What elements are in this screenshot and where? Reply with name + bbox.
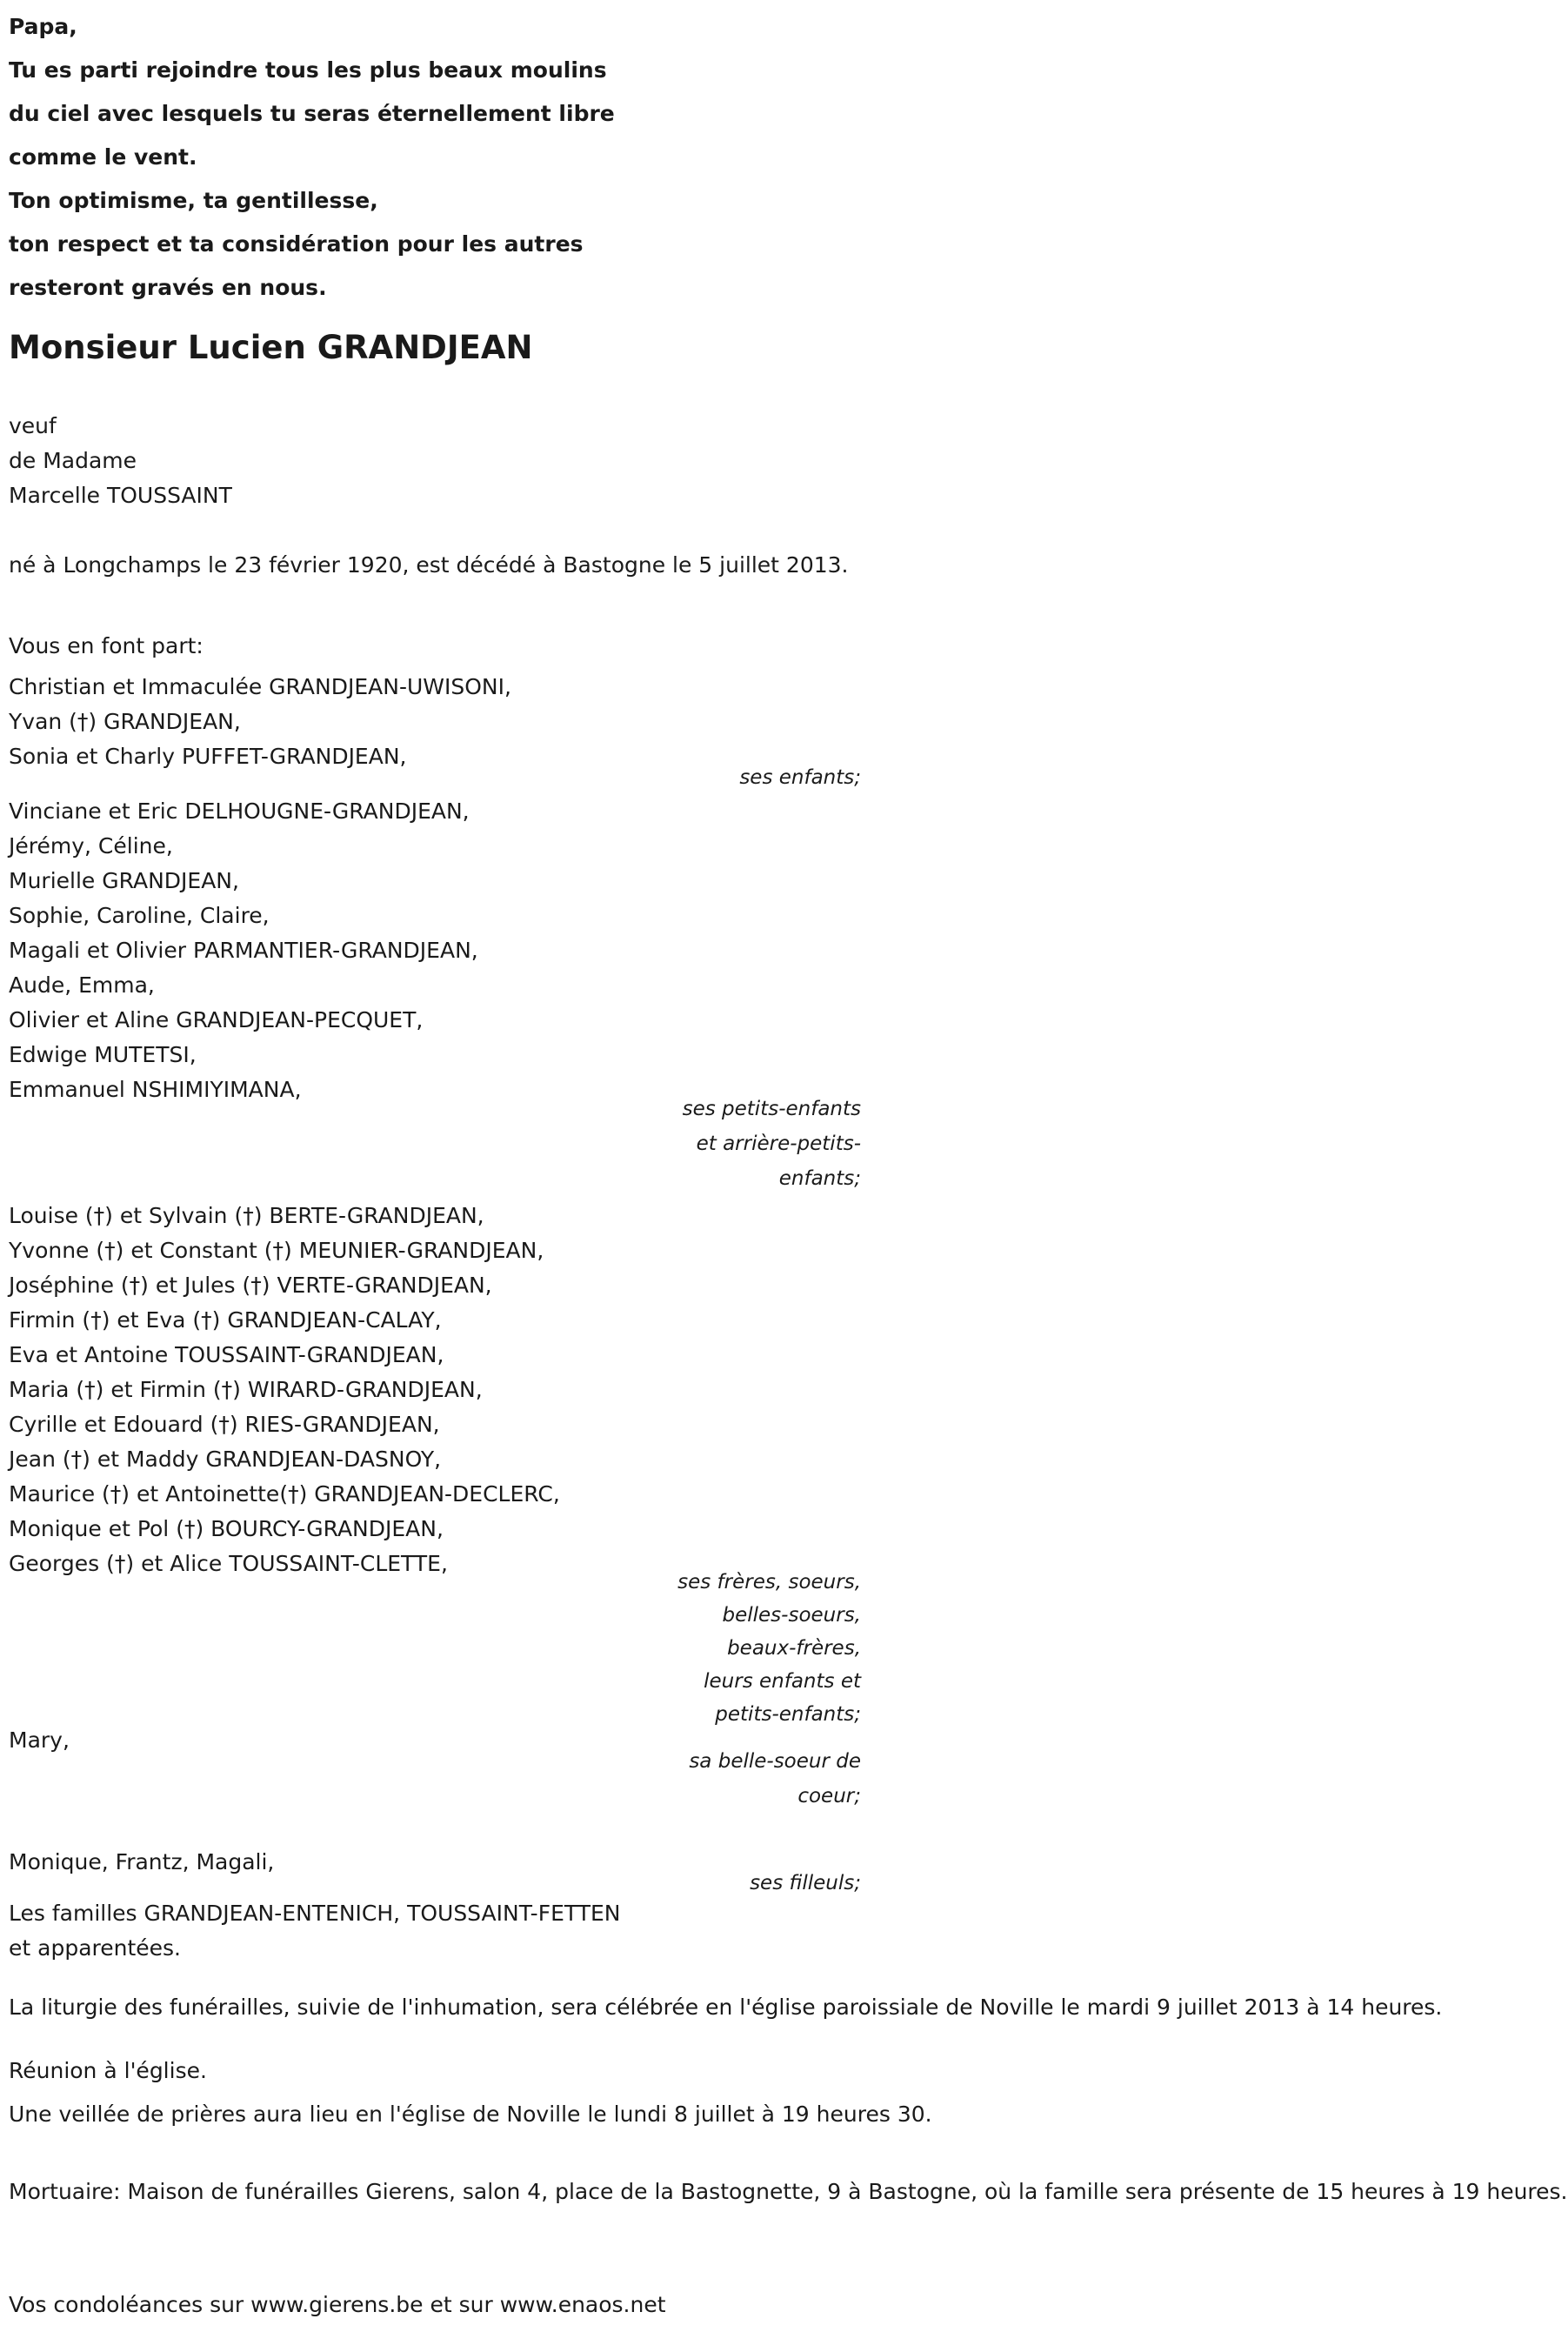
funeral-vigil: Une veillée de prières aura lieu en l'église de Noville le lundi 8 juillet à 19 heures 30. xyxy=(9,2101,932,2127)
list-item: Monique et Pol (†) BOURCY-GRANDJEAN, xyxy=(9,1516,444,1541)
condolences-block xyxy=(9,2288,666,2322)
list-item: Firmin (†) et Eva (†) GRANDJEAN-CALAY, xyxy=(9,1307,442,1333)
godchildren-block xyxy=(9,1845,274,1880)
grandchildren-label xyxy=(683,1092,861,1196)
list-item: Olivier et Aline GRANDJEAN-PECQUET, xyxy=(9,1007,424,1032)
list-item: Murielle GRANDJEAN, xyxy=(9,868,239,893)
list-item: Emmanuel NSHIMIYIMANA, xyxy=(9,1077,302,1102)
list-item: Cyrille et Edouard (†) RIES-GRANDJEAN, xyxy=(9,1412,440,1437)
children-label xyxy=(739,760,861,795)
label-line: beaux-frères, xyxy=(727,1637,861,1660)
list-item: Sophie, Caroline, Claire, xyxy=(9,903,270,928)
families-block xyxy=(9,1896,620,1966)
grandchildren-list xyxy=(9,794,478,1107)
label-line: ses filleuls; xyxy=(750,1872,861,1894)
widower-line: veuf xyxy=(9,413,57,438)
funeral-mortuary-block xyxy=(9,2175,1568,2209)
intro-line: Papa, xyxy=(9,14,77,39)
funeral-liturgy-block xyxy=(9,1990,1443,2025)
siblings-list xyxy=(9,1199,560,1581)
list-item: Maria (†) et Firmin (†) WIRARD-GRANDJEAN, xyxy=(9,1377,483,1402)
label-line: et arrière-petits- xyxy=(696,1133,861,1155)
funeral-liturgy: La liturgie des funérailles, suivie de l'inhumation, sera célébrée en l'église paroissiale de Noville le mardi 9 juillet 2013 à 14 heures. xyxy=(9,1995,1443,2020)
birth-death-block xyxy=(9,548,857,583)
siblings-label xyxy=(677,1566,861,1731)
label-line: ses petits-enfants xyxy=(682,1098,861,1120)
list-item: Edwige MUTETSI, xyxy=(9,1042,197,1067)
sister-in-law-label xyxy=(689,1744,861,1814)
funeral-vigil-block xyxy=(9,2097,932,2132)
list-item: Eva et Antoine TOUSSAINT-GRANDJEAN, xyxy=(9,1342,444,1367)
list-item: Sonia et Charly PUFFET-GRANDJEAN, xyxy=(9,744,407,769)
families-line: et apparentées. xyxy=(9,1935,181,1961)
label-line: leurs enfants et xyxy=(704,1670,861,1693)
godchildren-label xyxy=(750,1866,861,1901)
intro-line: ton respect et ta considération pour les autres xyxy=(9,231,584,257)
label-line: enfants; xyxy=(778,1167,861,1190)
list-item: Christian et Immaculée GRANDJEAN-UWISONI, xyxy=(9,674,511,699)
label-line: ses enfants; xyxy=(739,766,861,789)
intro-line: Tu es parti rejoindre tous les plus beaux moulins xyxy=(9,57,607,83)
announce: Vous en font part: xyxy=(9,633,204,658)
intro-line: du ciel avec lesquels tu seras éternellement libre xyxy=(9,101,615,126)
list-item: Louise (†) et Sylvain (†) BERTE-GRANDJEAN, xyxy=(9,1203,484,1228)
intro-line: Ton optimisme, ta gentillesse, xyxy=(9,188,378,213)
list-item: Mary, xyxy=(9,1727,70,1753)
list-item: Joséphine (†) et Jules (†) VERTE-GRANDJEAN, xyxy=(9,1273,492,1298)
birth-death: né à Longchamps le 23 février 1920, est décédé à Bastogne le 5 juillet 2013. xyxy=(9,552,849,578)
intro-line: resteront gravés en nous. xyxy=(9,275,327,300)
list-item: Jean (†) et Maddy GRANDJEAN-DASNOY, xyxy=(9,1447,442,1472)
widower-block xyxy=(9,409,232,513)
list-item: Monique, Frantz, Magali, xyxy=(9,1849,275,1874)
widower-line: Marcelle TOUSSAINT xyxy=(9,483,232,508)
funeral-mortuary: Mortuaire: Maison de funérailles Gierens, salon 4, place de la Bastognette, 9 à Bastogne, où la famille sera présente de 15 heures à 19 heures. xyxy=(9,2179,1568,2204)
list-item: Yvan (†) GRANDJEAN, xyxy=(9,709,241,734)
label-line: coeur; xyxy=(797,1785,861,1807)
funeral-meeting-block xyxy=(9,2054,207,2088)
condolences: Vos condoléances sur www.gierens.be et sur www.enaos.net xyxy=(9,2292,666,2317)
list-item: Jérémy, Céline, xyxy=(9,833,173,859)
list-item: Maurice (†) et Antoinette(†) GRANDJEAN-DECLERC, xyxy=(9,1481,560,1507)
list-item: Aude, Emma, xyxy=(9,972,155,998)
list-item: Vinciane et Eric DELHOUGNE-GRANDJEAN, xyxy=(9,798,470,824)
families-line: Les familles GRANDJEAN-ENTENICH, TOUSSAINT-FETTEN xyxy=(9,1901,621,1926)
list-item: Magali et Olivier PARMANTIER-GRANDJEAN, xyxy=(9,938,478,963)
list-item: Georges (†) et Alice TOUSSAINT-CLETTE, xyxy=(9,1551,448,1576)
list-item: Yvonne (†) et Constant (†) MEUNIER-GRANDJEAN, xyxy=(9,1238,544,1263)
children-list xyxy=(9,670,511,774)
label-line: sa belle-soeur de xyxy=(689,1750,861,1773)
label-line: petits-enfants; xyxy=(715,1703,861,1726)
announce-block xyxy=(9,629,204,664)
funeral-meeting: Réunion à l'église. xyxy=(9,2058,207,2083)
intro-line: comme le vent. xyxy=(9,144,197,170)
deceased-name: Monsieur Lucien GRANDJEAN xyxy=(9,329,533,366)
label-line: belles-soeurs, xyxy=(722,1604,861,1627)
widower-line: de Madame xyxy=(9,448,137,473)
sister-in-law-block xyxy=(9,1723,70,1758)
label-line: ses frères, soeurs, xyxy=(677,1571,861,1594)
intro-poem xyxy=(9,5,615,310)
